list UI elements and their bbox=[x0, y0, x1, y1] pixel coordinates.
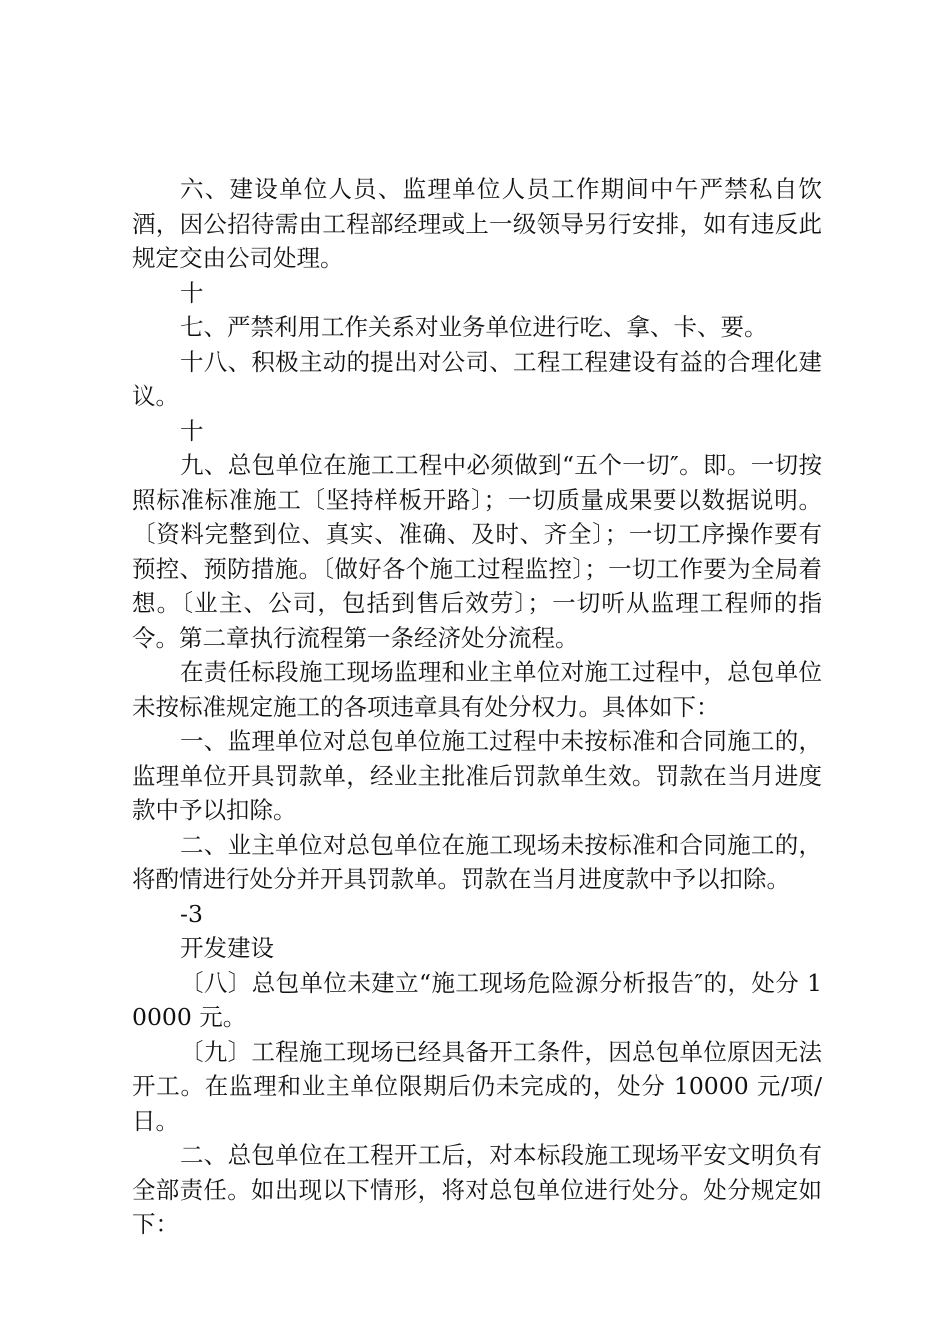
paragraph-item-6: 六、建设单位人员、监理单位人员工作期间中午严禁私自饮酒，因公招待需由工程部经理或上一级领导另行安排，如有违反此规定交由公司处理。 bbox=[132, 175, 822, 272]
paragraph-item-7: 七、严禁利用工作关系对业务单位进行吃、拿、卡、要。 bbox=[180, 313, 768, 341]
paragraph-supervision-penalty: 一、监理单位对总包单位施工过程中未按标准和合同施工的，监理单位开具罚款单，经业主批准后罚款单生效。罚款在当月进度款中予以扣除。 bbox=[132, 727, 822, 824]
paragraph-item-18: 十八、积极主动的提出对公司、工程工程建设有益的合理化建议。 bbox=[132, 347, 822, 410]
paragraph-fragment: 十 bbox=[180, 416, 204, 445]
paragraph-owner-penalty: 二、业主单位对总包单位在施工现场未按标准和合同施工的，将酌情进行处分并开具罚款单。罚款在当月进度款中予以扣除。 bbox=[132, 830, 822, 893]
paragraph-item-8: 〔八〕总包单位未建立“施工现场危险源分析报告″的，处分 10000 元。 bbox=[132, 968, 822, 1031]
paragraph-item-9: 九、总包单位在施工工程中必须做到“五个一切″。即。一切按照标准标准施工〔坚持样板开路〕；一切质量成果要以数据说明。〔资料完整到位、真实、准确、及时、齐全〕；一切工序操作要有预控、预防措施。〔做好各个施工过程监控〕；一切工作要为全局着想。〔业主、公司，包括到售后效劳〕；一切听从监理工程师的指令。第二章执行流程第一条经济处分流程。 bbox=[132, 451, 822, 652]
page-number: -3 bbox=[180, 899, 203, 928]
paragraph-fragment: 十 bbox=[180, 278, 204, 307]
paragraph-authority: 在责任标段施工现场监理和业主单位对施工过程中，总包单位未按标准规定施工的各项违章具有处分权力。具体如下： bbox=[132, 658, 822, 721]
section-header: 开发建设 bbox=[180, 934, 274, 962]
document-body bbox=[132, 172, 822, 1242]
paragraph-item-9b: 〔九〕工程施工现场已经具备开工条件，因总包单位原因无法开工。在监理和业主单位限期后仍未完成的，处分 10000 元/项/日。 bbox=[132, 1037, 822, 1135]
paragraph-safety-responsibility: 二、总包单位在工程开工后，对本标段施工现场平安文明负有全部责任。如出现以下情形，将对总包单位进行处分。处分规定如下： bbox=[132, 1141, 822, 1238]
